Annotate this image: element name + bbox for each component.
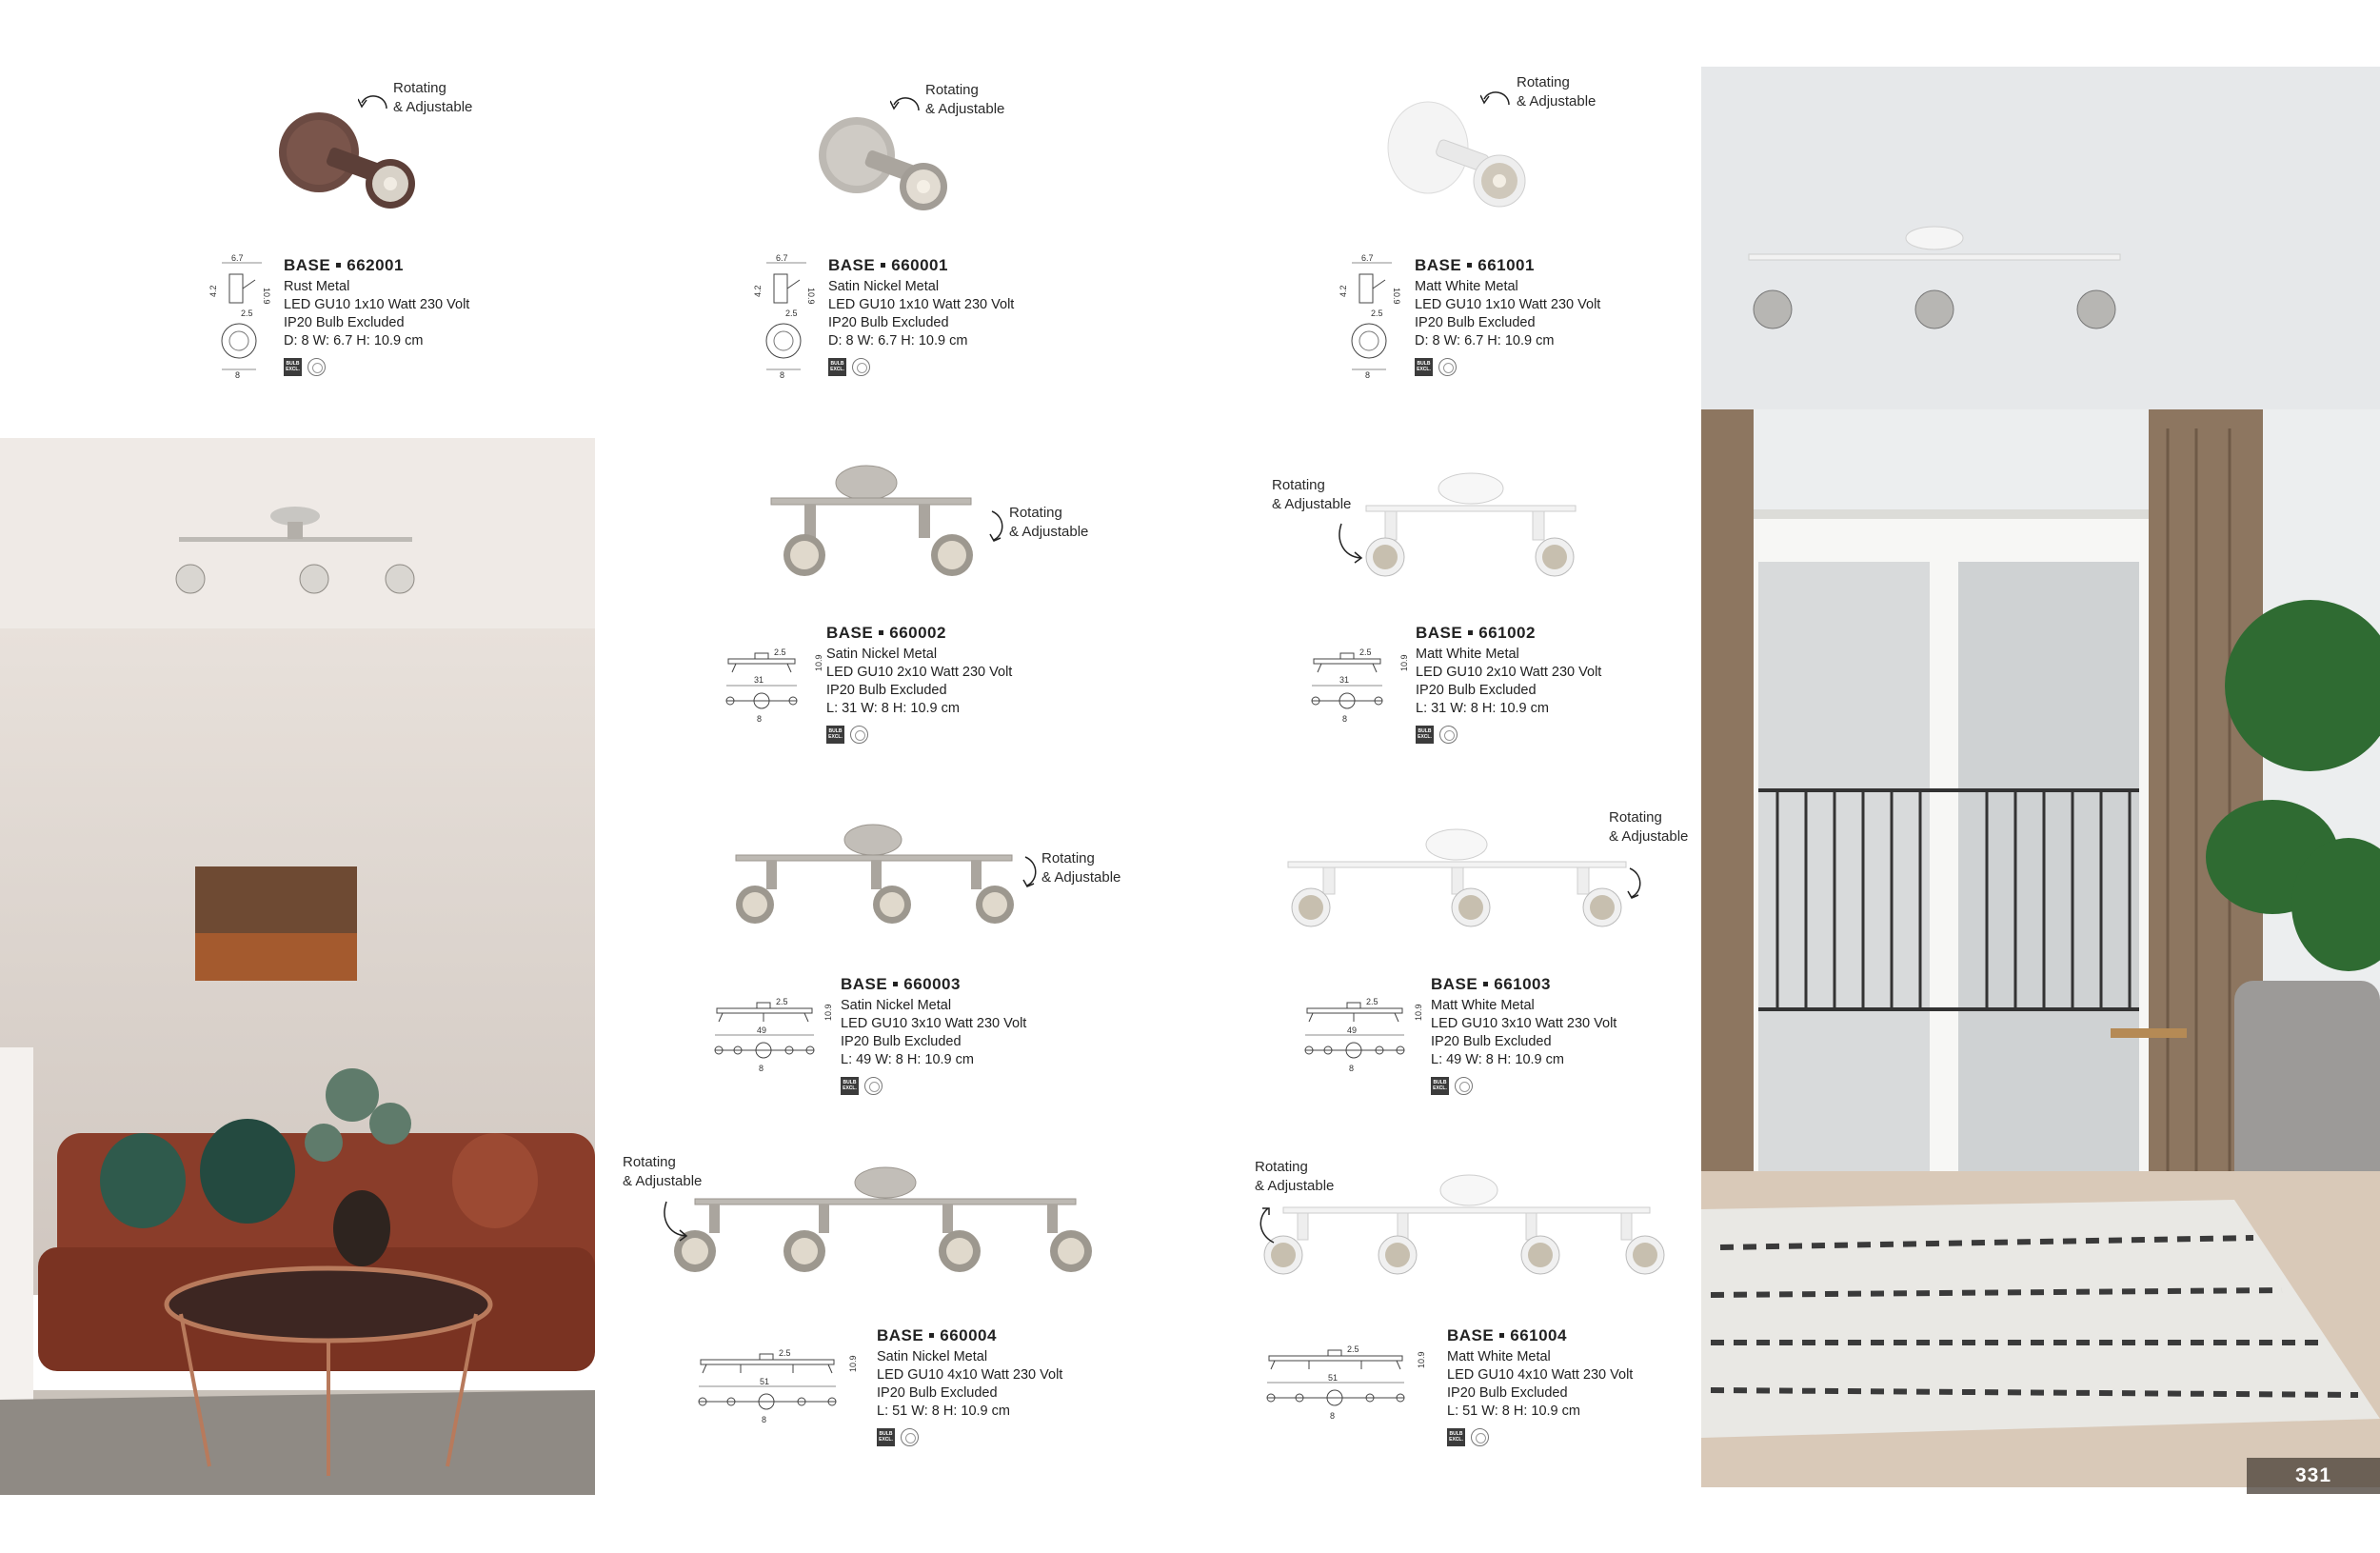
rotating-note: Rotating & Adjustable <box>1009 505 1089 540</box>
dim-width: 6.7 <box>1361 253 1374 263</box>
dim-height: 10.9 <box>823 1004 833 1021</box>
page-number: 331 <box>2247 1458 2380 1494</box>
dimensions: L: 51 W: 8 H: 10.9 cm <box>1447 1404 1580 1419</box>
finish: Satin Nickel Metal <box>828 279 940 294</box>
spec-662001 <box>284 255 469 376</box>
finish: Satin Nickel Metal <box>877 1349 988 1364</box>
finish: Matt White Metal <box>1447 1349 1551 1364</box>
finish: Matt White Metal <box>1416 647 1519 662</box>
dimensions: D: 8 W: 6.7 H: 10.9 cm <box>828 333 968 348</box>
product-title: BASE 661003 <box>1431 975 1551 993</box>
dim-width: 8 <box>757 714 763 724</box>
dimensions: L: 49 W: 8 H: 10.9 cm <box>841 1052 974 1067</box>
product-image-661002 <box>1357 471 1585 581</box>
dimensions: L: 51 W: 8 H: 10.9 cm <box>877 1404 1010 1419</box>
dim-height: 10.9 <box>1414 1004 1423 1021</box>
finish: Matt White Metal <box>1431 998 1535 1013</box>
spec-660003 <box>841 974 1026 1095</box>
ip-rating: IP20 Bulb Excluded <box>1416 683 1537 698</box>
ip-rating: IP20 Bulb Excluded <box>284 315 405 330</box>
dim-depth: 2.5 <box>776 997 788 1006</box>
dim-offset: 4.2 <box>208 285 218 297</box>
dim-depth: 2.5 <box>785 309 798 318</box>
coffee-table <box>167 1268 490 1341</box>
dim-height: 10.9 <box>848 1355 858 1372</box>
energy-label-icon <box>852 358 870 376</box>
bulb-spec: LED GU10 2x10 Watt 230 Volt <box>826 665 1013 680</box>
dimension-drawing-660003 <box>709 995 833 1087</box>
energy-label-icon <box>1455 1077 1473 1095</box>
dim-offset: 4.2 <box>1339 285 1348 297</box>
rotating-note: Rotating & Adjustable <box>1609 809 1689 845</box>
right-room-illustration <box>1701 67 2380 1487</box>
ip-rating: IP20 Bulb Excluded <box>1431 1034 1552 1049</box>
bulb-spec: LED GU10 1x10 Watt 230 Volt <box>828 297 1015 312</box>
product-image-661003 <box>1280 824 1633 930</box>
ip-rating: IP20 Bulb Excluded <box>1447 1385 1568 1401</box>
spec-660002 <box>826 623 1012 744</box>
dim-depth: 2.5 <box>1347 1344 1359 1354</box>
dim-height: 10.9 <box>806 288 816 305</box>
bulb-excluded-icon: BULB EXCL. <box>841 1077 859 1095</box>
dimensions: L: 31 W: 8 H: 10.9 cm <box>1416 701 1549 716</box>
dim-length: 51 <box>760 1377 770 1386</box>
dim-length: 31 <box>1339 675 1350 685</box>
rotating-note: Rotating & Adjustable <box>1517 74 1597 110</box>
ip-rating: IP20 Bulb Excluded <box>1415 315 1536 330</box>
product-image-660002 <box>762 462 990 581</box>
energy-label-icon <box>1471 1428 1489 1446</box>
dim-diameter: 8 <box>235 370 241 379</box>
bulb-spec: LED GU10 4x10 Watt 230 Volt <box>877 1367 1063 1383</box>
dim-depth: 2.5 <box>1366 997 1378 1006</box>
ip-rating: IP20 Bulb Excluded <box>841 1034 962 1049</box>
dim-length: 51 <box>1328 1373 1339 1383</box>
finish: Satin Nickel Metal <box>826 647 938 662</box>
dim-width: 8 <box>762 1415 767 1424</box>
dim-depth: 2.5 <box>1371 309 1383 318</box>
spec-661004 <box>1447 1325 1633 1446</box>
rotating-note: Rotating & Adjustable <box>1272 477 1352 512</box>
rotating-note: Rotating & Adjustable <box>1041 850 1121 886</box>
dim-height: 10.9 <box>262 288 271 305</box>
rotating-note: Rotating & Adjustable <box>925 82 1005 117</box>
product-title: BASE 660004 <box>877 1326 997 1344</box>
rotating-note: Rotating & Adjustable <box>623 1154 703 1189</box>
left-interior-photo <box>0 438 595 1495</box>
dimension-drawing-661003 <box>1299 995 1423 1087</box>
bulb-excluded-icon: BULB EXCL. <box>1416 726 1434 744</box>
finish: Rust Metal <box>284 279 350 294</box>
dimension-drawing-661002 <box>1304 646 1409 738</box>
product-image-660004 <box>666 1164 1104 1278</box>
bulb-excluded-icon: BULB EXCL. <box>284 358 302 376</box>
product-title: BASE 661001 <box>1415 256 1535 274</box>
product-title: BASE 661004 <box>1447 1326 1567 1344</box>
dim-height: 10.9 <box>1417 1351 1426 1368</box>
rotate-arrow-icon <box>1021 855 1042 889</box>
dim-length: 49 <box>1347 1025 1358 1035</box>
rotate-arrow-icon <box>1255 1206 1283 1248</box>
energy-label-icon <box>307 358 326 376</box>
rotate-arrow-icon <box>358 88 390 116</box>
dimension-drawing-660004 <box>693 1346 860 1439</box>
dim-diameter: 8 <box>1365 370 1371 379</box>
dim-width: 8 <box>1342 714 1348 724</box>
dimension-drawing-661004 <box>1261 1343 1428 1435</box>
energy-label-icon <box>864 1077 883 1095</box>
dim-height: 10.9 <box>814 654 823 671</box>
dim-depth: 2.5 <box>779 1348 791 1358</box>
bulb-spec: LED GU10 4x10 Watt 230 Volt <box>1447 1367 1634 1383</box>
dim-offset: 4.2 <box>753 285 763 297</box>
bulb-excluded-icon: BULB EXCL. <box>826 726 844 744</box>
dimension-drawing-660001 <box>747 253 825 384</box>
dim-width: 8 <box>759 1064 764 1073</box>
product-title: BASE 660002 <box>826 624 946 642</box>
product-image-660001 <box>809 103 971 217</box>
energy-label-icon <box>1439 726 1458 744</box>
dimension-drawing-660002 <box>719 646 823 738</box>
product-title: BASE 662001 <box>284 256 404 274</box>
left-room-illustration <box>0 438 595 1495</box>
ip-rating: IP20 Bulb Excluded <box>826 683 947 698</box>
rotating-note: Rotating & Adjustable <box>1255 1159 1335 1194</box>
dim-depth: 2.5 <box>241 309 253 318</box>
spec-661002 <box>1416 623 1601 744</box>
dim-width: 6.7 <box>776 253 788 263</box>
bulb-spec: LED GU10 3x10 Watt 230 Volt <box>1431 1016 1617 1031</box>
bulb-spec: LED GU10 1x10 Watt 230 Volt <box>284 297 470 312</box>
dimensions: L: 49 W: 8 H: 10.9 cm <box>1431 1052 1564 1067</box>
energy-label-icon <box>1438 358 1457 376</box>
product-image-660003 <box>728 821 1019 927</box>
dim-depth: 2.5 <box>774 647 786 657</box>
dimension-drawing-662001 <box>203 253 281 384</box>
dimensions: D: 8 W: 6.7 H: 10.9 cm <box>284 333 424 348</box>
bulb-excluded-icon: BULB EXCL. <box>828 358 846 376</box>
dim-length: 49 <box>757 1025 767 1035</box>
dim-height: 10.9 <box>1399 654 1409 671</box>
bulb-spec: LED GU10 1x10 Watt 230 Volt <box>1415 297 1601 312</box>
energy-label-icon <box>901 1428 919 1446</box>
product-title: BASE 660003 <box>841 975 961 993</box>
spec-660004 <box>877 1325 1062 1446</box>
spec-660001 <box>828 255 1014 376</box>
spec-661001 <box>1415 255 1600 376</box>
dim-width: 8 <box>1330 1411 1336 1421</box>
dim-depth: 2.5 <box>1359 647 1372 657</box>
rotate-arrow-icon <box>1336 522 1364 564</box>
rotate-arrow-icon <box>988 509 1009 544</box>
dim-width: 8 <box>1349 1064 1355 1073</box>
rotate-arrow-icon <box>1626 866 1647 901</box>
bulb-spec: LED GU10 3x10 Watt 230 Volt <box>841 1016 1027 1031</box>
spec-661003 <box>1431 974 1616 1095</box>
dimensions: L: 31 W: 8 H: 10.9 cm <box>826 701 960 716</box>
rotate-arrow-icon <box>890 90 922 118</box>
dim-width: 6.7 <box>231 253 244 263</box>
bulb-excluded-icon: BULB EXCL. <box>877 1428 895 1446</box>
ip-rating: IP20 Bulb Excluded <box>828 315 949 330</box>
right-interior-photo <box>1701 67 2380 1487</box>
product-image-662001 <box>271 100 433 214</box>
rotate-arrow-icon <box>1480 84 1513 112</box>
energy-label-icon <box>850 726 868 744</box>
bulb-excluded-icon: BULB EXCL. <box>1431 1077 1449 1095</box>
finish: Satin Nickel Metal <box>841 998 952 1013</box>
curtain-left <box>1701 409 1754 1200</box>
dim-length: 31 <box>754 675 764 685</box>
ip-rating: IP20 Bulb Excluded <box>877 1385 998 1401</box>
dimension-drawing-661001 <box>1333 253 1411 384</box>
dimensions: D: 8 W: 6.7 H: 10.9 cm <box>1415 333 1555 348</box>
rotate-arrow-icon <box>661 1200 689 1242</box>
dim-height: 10.9 <box>1392 288 1401 305</box>
product-image-661001 <box>1385 95 1547 209</box>
product-title: BASE 661002 <box>1416 624 1536 642</box>
bulb-spec: LED GU10 2x10 Watt 230 Volt <box>1416 665 1602 680</box>
product-title: BASE 660001 <box>828 256 948 274</box>
rotating-note: Rotating & Adjustable <box>393 80 473 115</box>
dim-diameter: 8 <box>780 370 785 379</box>
bulb-excluded-icon: BULB EXCL. <box>1447 1428 1465 1446</box>
bulb-excluded-icon: BULB EXCL. <box>1415 358 1433 376</box>
finish: Matt White Metal <box>1415 279 1518 294</box>
